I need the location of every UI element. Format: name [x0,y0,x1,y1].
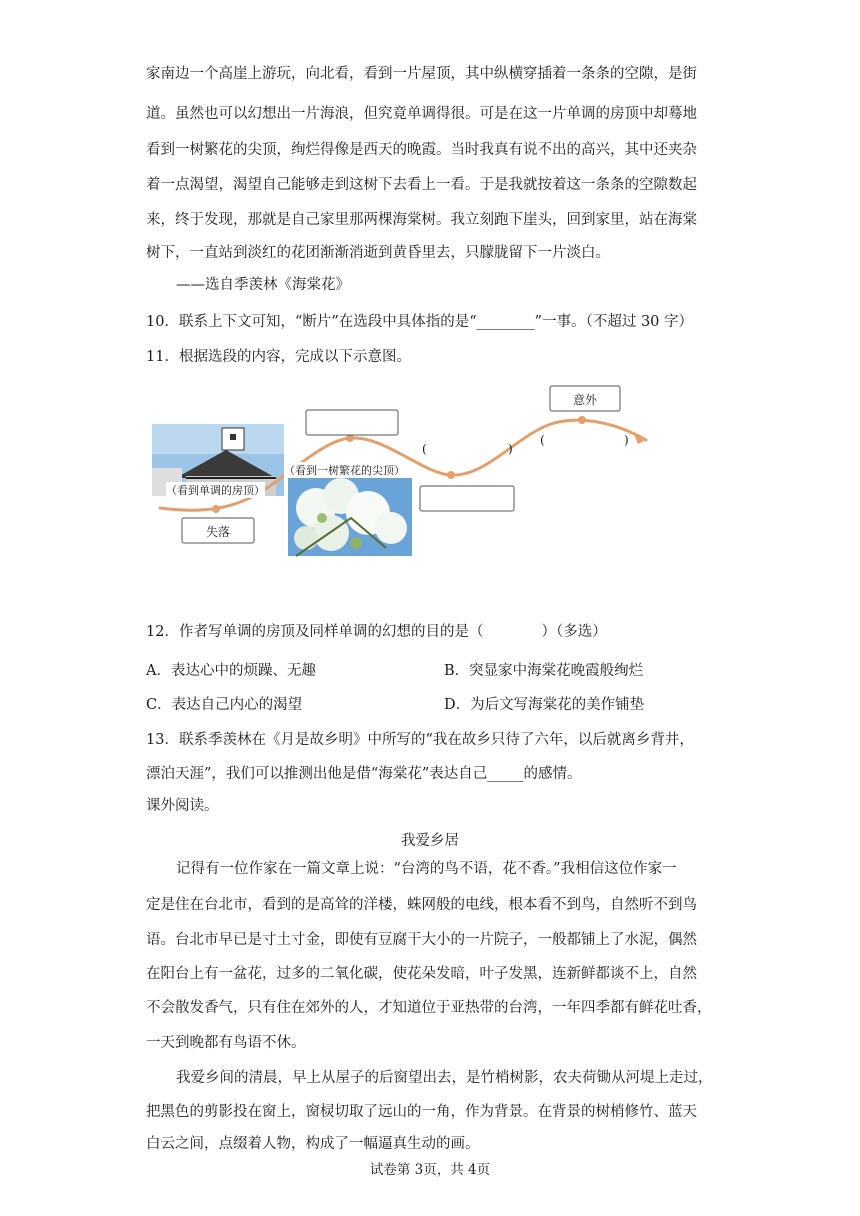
question-13-line1: 13．联系季羡林在《月是故乡明》中所写的“我在故乡只待了六年，以后就离乡背井， [146,732,694,748]
essay-line: 一天到晚都有鸟语不休。 [146,1035,306,1051]
paren-open-2: ( [540,433,545,447]
option-b: B．突显家中海棠花晚霞般绚烂 [444,663,644,679]
flower-photo [288,478,412,556]
box-loss-text: 失落 [205,525,230,539]
essay-line: 记得有一位作家在一篇文章上说：“台湾的鸟不语，花不香。”我相信这位作家一 [176,861,677,877]
essay-line: 不会散发香气，只有住在郊外的人，才知道位于亚热带的台湾，一年四季都有鲜花吐香， [146,1000,712,1016]
paren-close-2: ) [624,433,629,447]
essay-line: 把黑色的剪影投在窗上，窗棂切取了远山的一角，作为背景。在背景的树梢修竹、蓝天 [146,1104,697,1120]
essay-line: 语。台北市早已是寸土寸金，即使有豆腐干大小的一片院子，一般都铺上了水泥，偶然 [146,932,697,948]
passage-line: 树下，一直站到淡红的花团渐渐消逝到黄昏里去，只朦胧留下一片淡白。 [146,245,610,261]
passage-line: 看到一树繁花的尖顶，绚烂得像是西天的晚霞。当时我真有说不出的高兴，其中还夹杂 [146,142,697,158]
question-10: 10．联系上下文可知，“断片”在选段中具体指的是“________”一事。（不超过 30 字） [146,314,694,330]
flow-diagram [146,378,726,588]
option-d: D．为后文写海棠花的美作铺垫 [444,697,645,713]
option-a: A．表达心中的烦躁、无趣 [146,663,316,679]
option-c: C．表达自己内心的渴望 [146,697,303,713]
essay-title: 我爱乡居 [401,833,459,849]
passage-line: 家南边一个高崖上游玩，向北看，看到一片屋顶，其中纵横穿插着一条条的空隙，是街 [146,66,697,82]
question-13-line2: 漂泊天涯”，我们可以推测出他是借“海棠花”表达自己_____的感情。 [146,766,582,782]
essay-line: 白云之间，点缀着人物，构成了一幅逼真生动的画。 [146,1136,480,1152]
extra-reading-label: 课外阅读。 [146,798,219,814]
box-blank-bottom [420,486,514,511]
label-roof: （看到单调的房顶） [166,484,265,497]
essay-line: 定是住在台北市，看到的是高耸的洋楼，蛛网般的电线，根本看不到鸟，自然听不到鸟 [146,897,697,913]
passage-line: 道。虽然也可以幻想出一片海浪，但究竟单调得很。可是在这一片单调的房顶中却蓦地 [146,106,697,122]
box-surprise-text: 意外 [572,393,597,407]
passage-line: 来，终于发现，那就是自己家里那两棵海棠树。我立刻跑下崖头，回到家里，站在海棠 [146,212,697,228]
paren-close-1: ) [508,442,513,456]
question-12: 12．作者写单调的房顶及同样单调的幻想的目的是（ ）（多选） [146,624,607,640]
passage-source: ——选自季羡林《海棠花》 [176,277,350,293]
page-footer: 试卷第 3页，共 4页 [369,1162,491,1178]
label-flower: （看到一树繁花的尖顶） [284,464,405,477]
passage-line: 着一点渴望，渴望自己能够走到这树下去看上一看。于是我就按着这一条条的空隙数起 [146,177,697,193]
essay-line: 在阳台上有一盆花，过多的二氧化碳，使花朵发暗，叶子发黑，连新鲜都谈不上，自然 [146,966,697,982]
question-11: 11．根据选段的内容，完成以下示意图。 [146,349,411,365]
box-blank-top [306,410,398,435]
paren-open-1: ( [422,442,427,456]
essay-line: 我爱乡间的清晨，早上从屋子的后窗望出去，是竹梢树影，农夫荷锄从河堤上走过， [176,1070,713,1086]
